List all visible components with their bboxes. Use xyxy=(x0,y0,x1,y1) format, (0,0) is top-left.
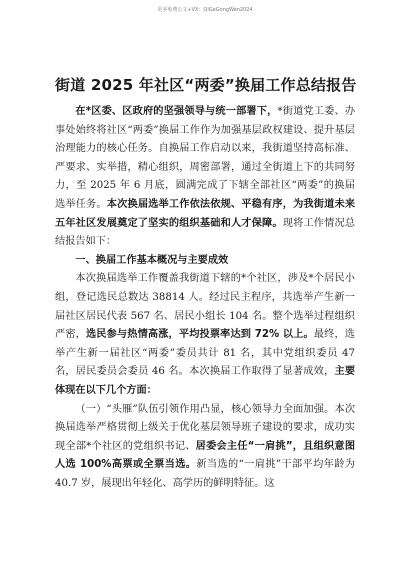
document-page xyxy=(55,74,355,493)
intro-sentence-1: 在*区委、区政府的坚强领导与统一部署下， xyxy=(75,106,278,117)
subsection-sentence-5: 新当选的“一肩挑”干部平均年龄为 40.7 岁，展现出年轻化、高学历的鲜明特征。这 xyxy=(55,459,355,489)
subsection-sentence-2: 本次换届选举严格贯彻上级关于优化基层领导班子建设的要求，成功实现全部*个社区的党组织书记、 xyxy=(55,403,356,452)
intro-paragraph xyxy=(55,103,355,252)
document-title: 街道 2025 年社区“两委”换届工作总结报告 xyxy=(55,76,357,94)
overview-sentence-4: 主要体现在以下几个方面： xyxy=(55,366,356,396)
intro-sentence-2: *街道党工委、办事处始终将社区“两委”换届工作作为加强基层政权建设、提升基层治理能力的核心任务。自换届工作启动以来，我街道坚持高标准、严要求、实举措，精心组织，周密部署，通过全街道上下的共同努力，至 2025 年 6 月底，圆满完成了下辖全部社区“两委”的换届选举任务。 xyxy=(55,106,356,210)
overview-sentence-3: 最终，选举产生新一届社区“两委”委员共计 81 名，其中党组织委员 47 名，居民委员会委员 46 名。本次换届工作取得了显著成效， xyxy=(55,329,355,378)
overview-sentence-1: 本次换届选举工作覆盖我街道下辖的*个社区，涉及*个居民小组，登记选民总数达 38814 人。经过民主程序，共选举产生新一届社区居民代表 567 名、居民小组长 104 名。整个选举过程组织严密， xyxy=(55,273,355,341)
section-heading-1: 一、换届工作基本概况与主要成效 xyxy=(75,254,229,266)
intro-sentence-3: 本次换届选举工作依法依规、平稳有序，为我街道未来五年社区发展奠定了坚实的组织基础和人才保障。 xyxy=(55,198,356,229)
overview-paragraph xyxy=(55,270,355,400)
overview-sentence-2: 选民参与热情高涨，平均投票率达到 72% 以上。 xyxy=(85,329,314,341)
subsection-heading-1: （一）“头雁”队伍引领作用凸显，核心领导力全面加强。 xyxy=(75,403,335,415)
subsection-sentence-3: 居委会主任“一肩挑”， xyxy=(195,440,304,452)
intro-sentence-4: 现将工作情况总结报告如下： xyxy=(55,217,356,248)
subsection-paragraph-1 xyxy=(55,401,355,494)
watermark-text: 更多免费公文+VX：QiGeGongWen2024 xyxy=(157,7,253,13)
subsection-sentence-4: 且组织意图人选 100%高票或全票当选。 xyxy=(55,440,356,471)
